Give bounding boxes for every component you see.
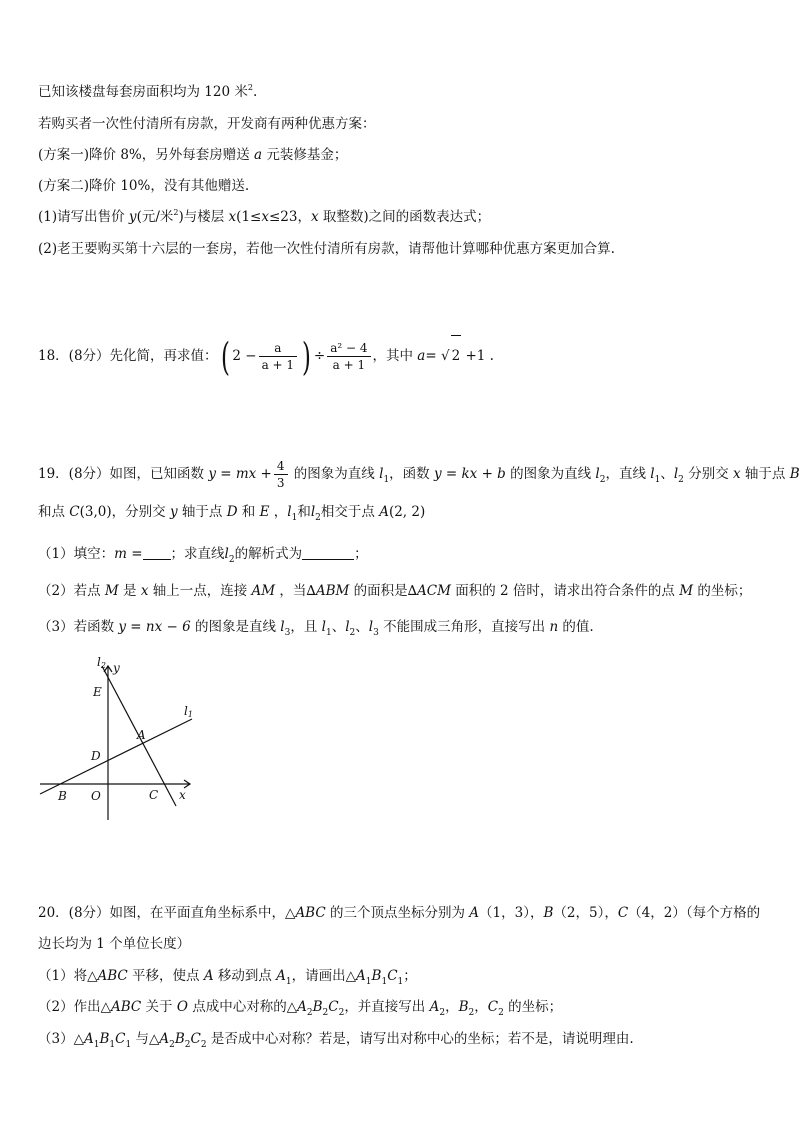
text: ， xyxy=(269,504,288,520)
text: 和点 xyxy=(38,504,70,520)
var: l xyxy=(673,466,679,482)
text: 轴于点 xyxy=(177,504,227,520)
denominator: a + 1 xyxy=(332,358,366,372)
text: 2 − xyxy=(232,348,257,364)
text: (方案一)降价 8%，另外每套房赠送 xyxy=(38,147,255,163)
var: l xyxy=(379,466,384,482)
numerator: a² − 4 xyxy=(327,340,370,357)
p20-line-1 xyxy=(38,904,760,922)
text: ， xyxy=(474,999,488,1015)
text: 和 xyxy=(237,504,260,520)
denominator: 3 xyxy=(276,476,285,490)
var: C xyxy=(328,999,339,1015)
text: 取整数)之间的函数表达式； xyxy=(318,209,491,225)
numerator: a xyxy=(259,340,297,357)
line-l1 xyxy=(40,719,192,794)
text: 的图象是直线 xyxy=(190,619,281,635)
var: x xyxy=(140,583,149,599)
subscript: 2 xyxy=(306,1008,313,1018)
text: （2）若点 xyxy=(38,583,105,599)
subscript: 2 xyxy=(169,1040,175,1050)
divide-sign: ÷ xyxy=(313,348,326,364)
var: B xyxy=(371,968,382,984)
p17-line-2: 若购买者一次性付清所有房款，开发商有两种优惠方案： xyxy=(38,116,376,132)
var: △A xyxy=(73,1031,94,1047)
formula: y = kx + b xyxy=(433,466,506,482)
var: x xyxy=(261,209,269,225)
subscript: 2 xyxy=(439,1008,446,1018)
var: y xyxy=(128,209,137,225)
var: ABC xyxy=(295,905,326,921)
label-A: A xyxy=(137,728,146,742)
var: C xyxy=(487,999,499,1015)
text: 平移，使点 xyxy=(127,968,204,984)
var: B xyxy=(174,1031,185,1047)
text: = xyxy=(126,546,143,562)
text: 和 xyxy=(297,504,311,520)
p19-line-2 xyxy=(38,503,425,523)
text: 点成中心对称的 xyxy=(187,999,287,1015)
text: （2，5）， xyxy=(553,905,618,921)
triangle: △ABC xyxy=(100,999,142,1015)
text: 、 xyxy=(331,619,346,635)
subscript: 2 xyxy=(349,628,356,638)
var: x xyxy=(228,209,237,225)
text: 相交于点 xyxy=(320,504,380,520)
text: 的图象为直线 xyxy=(505,466,596,482)
label-x: x xyxy=(179,788,186,802)
radicand: 2 xyxy=(451,335,462,376)
triangle: △ABC xyxy=(87,968,128,984)
coordinate-figure xyxy=(30,652,210,822)
var: B xyxy=(789,466,800,482)
fraction xyxy=(327,340,370,373)
var: l xyxy=(287,504,292,520)
subscript: 1 xyxy=(93,1040,100,1050)
text: ，当 xyxy=(275,583,307,599)
text: 与 xyxy=(131,1031,149,1047)
text: ，请画出 xyxy=(291,968,346,984)
var: l xyxy=(224,546,229,562)
var: m xyxy=(114,546,127,562)
text: (3,0) xyxy=(79,504,112,520)
subscript: 2 xyxy=(322,1008,329,1018)
subscript: 2 xyxy=(315,513,321,523)
p19-q1 xyxy=(38,545,368,565)
text: = xyxy=(425,348,441,364)
var: O xyxy=(176,999,188,1015)
subscript: 2 xyxy=(678,475,684,485)
text: ；求直线 xyxy=(170,546,225,562)
text: 轴上一点，连接 xyxy=(148,583,252,599)
p19-q2 xyxy=(38,582,751,600)
label-B: B xyxy=(58,789,67,803)
subscript: 1 xyxy=(381,977,388,987)
subscript: 1 xyxy=(125,1040,132,1050)
text: （2）作出 xyxy=(38,999,101,1015)
formula: y = nx − 6 xyxy=(118,619,191,635)
var: B xyxy=(458,999,469,1015)
text: 关于 xyxy=(141,999,177,1015)
text: ≤23， xyxy=(268,209,311,225)
var: C xyxy=(115,1031,126,1047)
var: C xyxy=(69,504,80,520)
text: (元/米 xyxy=(136,209,174,225)
var: x xyxy=(310,209,319,225)
var: y xyxy=(169,504,178,520)
text: 19．(8分）如图，已知函数 xyxy=(38,466,209,482)
var: B xyxy=(543,905,554,921)
var: x xyxy=(733,466,741,482)
subscript: 2 xyxy=(200,1040,207,1050)
text: 18．(8分）先化简，再求值： xyxy=(38,348,218,364)
var: A xyxy=(203,968,214,984)
p19-q3 xyxy=(38,618,594,638)
fraction xyxy=(274,458,288,491)
var: B xyxy=(99,1031,110,1047)
triangle: ∆ACM xyxy=(407,583,451,599)
text: (2, 2) xyxy=(388,504,426,520)
subscript: 2 xyxy=(468,1008,475,1018)
var: C xyxy=(387,968,398,984)
text: ，且 xyxy=(290,619,322,635)
subscript: 1 xyxy=(109,1040,116,1050)
text: （4，2）（每个方格的 xyxy=(628,905,761,921)
subscript: 1 xyxy=(291,513,298,523)
text: ，函数 xyxy=(389,466,434,482)
right-paren: ) xyxy=(302,334,311,379)
triangle-sign: △ xyxy=(285,905,296,921)
label-D: D xyxy=(91,749,101,763)
var: l xyxy=(368,619,374,635)
p17-line-1 xyxy=(38,83,257,103)
subscript: 2 xyxy=(338,1008,345,1018)
var: D xyxy=(226,504,238,520)
var: a xyxy=(417,348,426,364)
subscript: 1 xyxy=(397,977,404,987)
text: ； xyxy=(403,968,417,984)
var: AM xyxy=(251,583,276,599)
p17-line-3 xyxy=(38,146,347,164)
p20-line-2: 边长均为 1 个单位长度） xyxy=(38,936,191,952)
text: ，分别交 xyxy=(111,504,170,520)
text: 是否成中心对称？若是，请写出对称中心的坐标；若不是，请说明理由. xyxy=(206,1031,634,1047)
answer-blank xyxy=(143,545,171,560)
var: l xyxy=(280,619,285,635)
label-C: C xyxy=(149,788,159,802)
var: l xyxy=(321,619,326,635)
text: 的解析式为 xyxy=(234,546,303,562)
text: 的坐标； xyxy=(503,999,563,1015)
var: M xyxy=(104,583,119,599)
text: 分别交 xyxy=(683,466,733,482)
var: l xyxy=(650,466,655,482)
label-E: E xyxy=(93,685,102,699)
text: . xyxy=(252,84,258,100)
subscript: 3 xyxy=(284,628,291,638)
label-l2: l2 xyxy=(97,655,106,670)
subscript: 1 xyxy=(325,628,332,638)
superscript: 2 xyxy=(173,208,179,217)
text: 的坐标； xyxy=(693,583,752,599)
var: A xyxy=(469,905,480,921)
text: （1）填空： xyxy=(38,546,115,562)
var: E xyxy=(259,504,270,520)
text: ，其中 xyxy=(372,348,418,364)
numerator: 4 xyxy=(274,458,288,475)
text: 的图象为直线 xyxy=(289,466,380,482)
superscript: 2 xyxy=(247,83,253,92)
subscript: 1 xyxy=(654,475,661,485)
triangle: ∆ABM xyxy=(306,583,350,599)
subscript: 2 xyxy=(498,1008,504,1018)
denominator: a + 1 xyxy=(261,358,295,372)
text: ， xyxy=(445,999,459,1015)
text: (1)请写出售价 xyxy=(38,209,129,225)
subscript: 1 xyxy=(365,977,372,987)
text: （3）若函数 xyxy=(38,619,119,635)
subscript: 3 xyxy=(373,628,379,638)
subscript: 2 xyxy=(184,1040,191,1050)
var: A xyxy=(429,999,440,1015)
var: △A xyxy=(149,1031,170,1047)
var: l xyxy=(595,466,600,482)
var: △A xyxy=(345,968,366,984)
p20-q1 xyxy=(38,967,417,987)
text: 已知该楼盘每套房面积均为 120 米 xyxy=(38,84,248,100)
text: 的值. xyxy=(558,619,594,635)
p17-line-5 xyxy=(38,208,490,228)
text: 轴于点 xyxy=(740,466,790,482)
p17-line-6: (2)老王要购买第十六层的一套房，若他一次性付清所有房款，请帮他计算哪种优惠方案更加合算. xyxy=(38,241,615,257)
text: )与楼层 xyxy=(178,209,229,225)
text: +1 . xyxy=(461,348,494,364)
text: 的三个顶点坐标分别为 xyxy=(325,905,470,921)
sqrt: √ 2 xyxy=(441,348,461,364)
var: A xyxy=(276,968,286,984)
formula: y = mx + xyxy=(208,466,272,482)
p20-q3 xyxy=(38,1030,634,1050)
p17-line-4: (方案二)降价 10%，没有其他赠送. xyxy=(38,178,250,194)
p19-line-1 xyxy=(38,457,800,493)
text: ，并直接写出 xyxy=(344,999,430,1015)
text: （1，3）， xyxy=(479,905,544,921)
subscript: 2 xyxy=(228,555,235,565)
var: M xyxy=(679,583,694,599)
p20-q2 xyxy=(38,998,562,1018)
label-y: y xyxy=(113,661,120,675)
subscript: 1 xyxy=(383,475,390,485)
label-l1: l1 xyxy=(184,704,193,719)
text: （3） xyxy=(38,1031,74,1047)
answer-blank xyxy=(302,545,354,560)
text: 移动到点 xyxy=(213,968,277,984)
var: C xyxy=(190,1031,201,1047)
subscript: 2 xyxy=(599,475,606,485)
text: 、 xyxy=(660,466,674,482)
var: C xyxy=(617,905,629,921)
var: l xyxy=(310,504,316,520)
text: ； xyxy=(354,546,368,562)
label-O: O xyxy=(91,789,101,803)
text: 元装修基金； xyxy=(262,147,348,163)
var: B xyxy=(312,999,323,1015)
fraction xyxy=(259,340,297,373)
var: △A xyxy=(286,999,307,1015)
text: ，直线 xyxy=(605,466,651,482)
problem-18 xyxy=(38,335,494,379)
left-paren: ( xyxy=(220,334,230,379)
text: 是 xyxy=(118,583,141,599)
var: a xyxy=(254,147,263,163)
var: l xyxy=(345,619,350,635)
text: (1≤ xyxy=(236,209,262,225)
text: 面积的 2 倍时，请求出符合条件的点 xyxy=(450,583,680,599)
text: 、 xyxy=(355,619,369,635)
text: 20．(8分）如图，在平面直角坐标系中， xyxy=(38,905,286,921)
text: （1）将 xyxy=(38,968,88,984)
text: 不能围成三角形，直接写出 xyxy=(378,619,550,635)
text: 的面积是 xyxy=(349,583,408,599)
var: n xyxy=(549,619,559,635)
subscript: 1 xyxy=(285,977,292,987)
var: A xyxy=(379,504,389,520)
